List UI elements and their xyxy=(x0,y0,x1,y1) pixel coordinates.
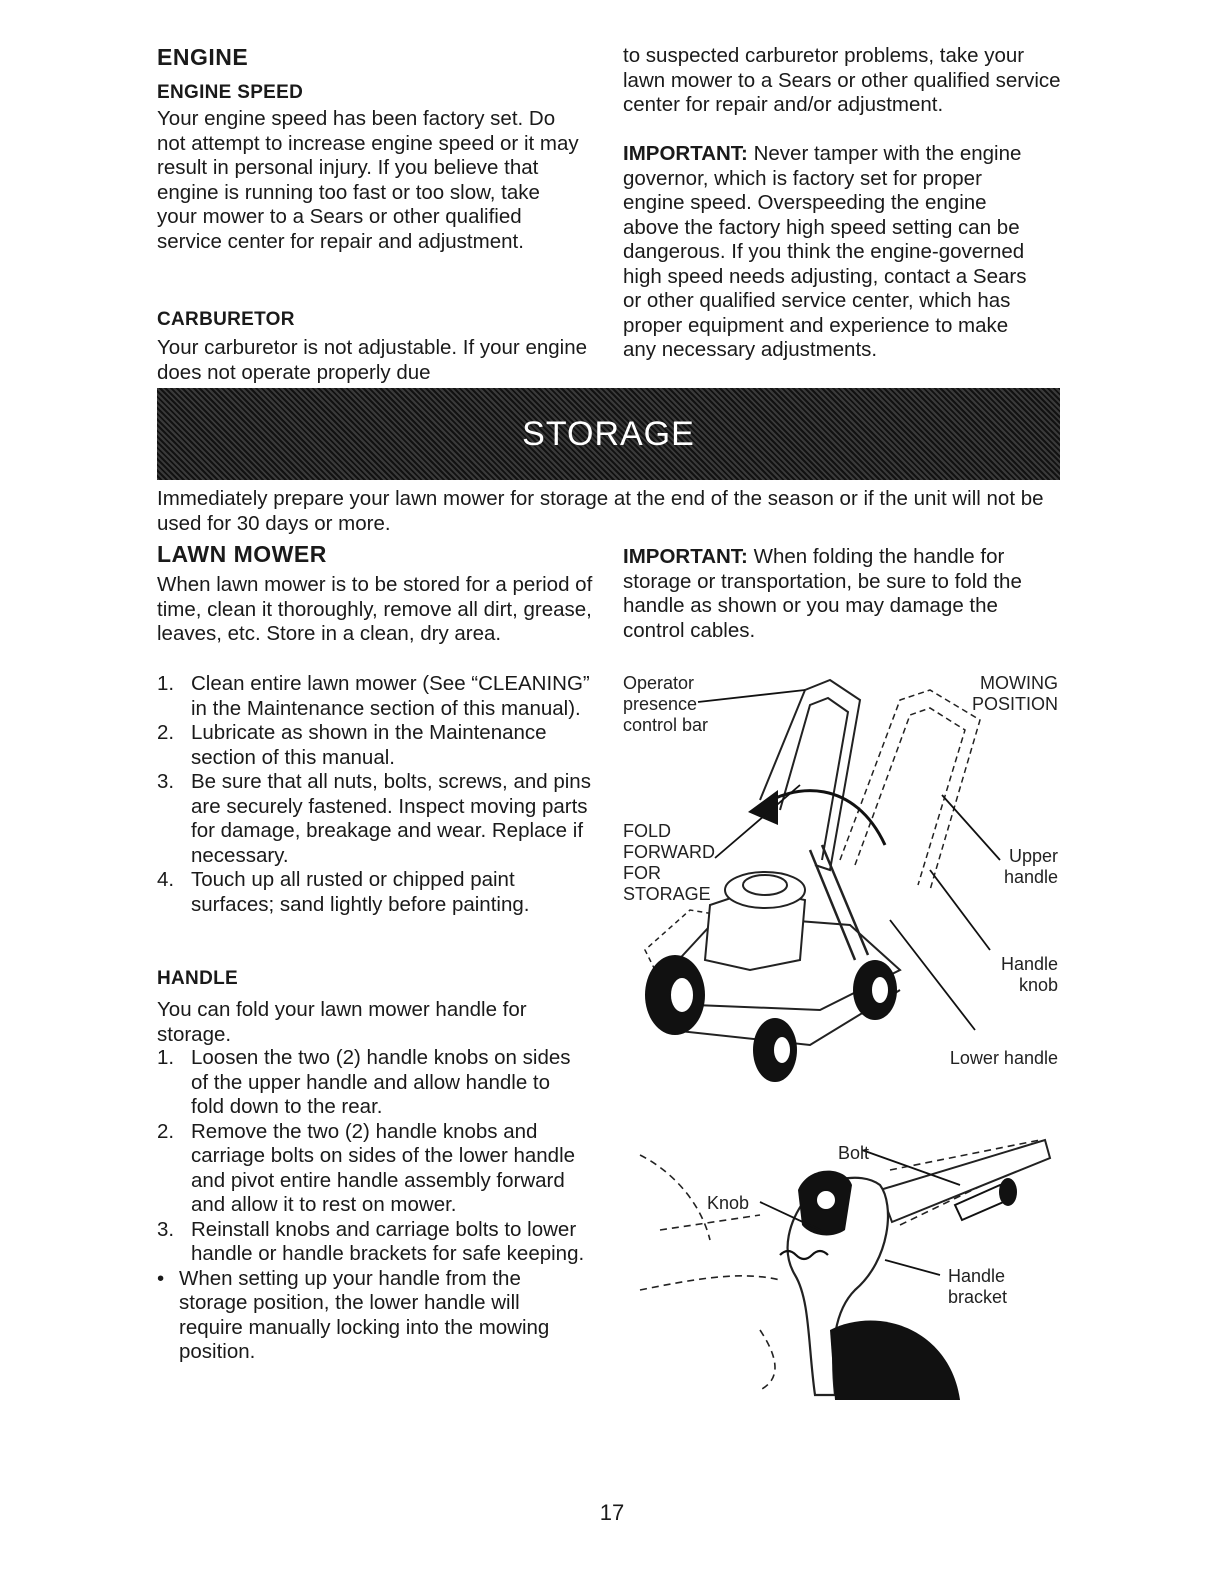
engine-important-text: Never tamper with the engine governor, which is factory set for proper engine speed. Overspeeding the engine above the factory high speed setting can be dangerous. If you think the engine-governed high speed needs adjusting, contact a Sears or other qualified service center, which has proper equipment and experience to make any necessary adjustments. xyxy=(623,142,1027,361)
storage-banner-title: STORAGE xyxy=(522,415,695,453)
carburetor-text-part1: Your carburetor is not adjustable. If your engine does not operate properly due xyxy=(157,336,588,384)
page-number: 17 xyxy=(599,1500,625,1525)
engine-speed-heading: ENGINE SPEED xyxy=(157,82,304,103)
label-line: Handle xyxy=(948,1266,1006,1286)
list-item xyxy=(157,1120,587,1218)
storage-important-label: IMPORTANT: xyxy=(623,545,748,568)
handle-bracket-diagram xyxy=(630,1130,1060,1400)
list-item xyxy=(157,770,597,868)
wheel-front-left xyxy=(645,955,705,1035)
carburetor-text-part2: to suspected carburetor problems, take your lawn mower to a Sears or other qualified service center for repair and/or adjustment. xyxy=(623,44,1061,116)
label-line: control bar xyxy=(623,715,709,735)
engine-heading: ENGINE xyxy=(157,44,249,70)
list-text: When setting up your handle from the storage position, the lower handle will require manually locking into the mowing position. xyxy=(179,1266,550,1363)
handle-text: You can fold your lawn mower handle for storage. xyxy=(157,998,527,1046)
storage-intro: Immediately prepare your lawn mower for storage at the end of the season or if the unit will not be used for 30 days or more. xyxy=(157,487,1044,535)
label-line: FOLD xyxy=(623,821,672,841)
wheel-partial xyxy=(830,1321,960,1400)
leader-lines xyxy=(698,690,1000,1030)
label-line: STORAGE xyxy=(623,884,711,904)
fold-forward-label xyxy=(623,821,715,905)
lawn-mower-text: When lawn mower is to be stored for a period of time, clean it thoroughly, remove all dirt, grease, leaves, etc. Store in a clean, dry area. xyxy=(157,573,593,645)
list-number: 2. xyxy=(157,1119,175,1143)
wheel-rear-left xyxy=(753,1018,797,1082)
list-item xyxy=(157,721,597,770)
label-line: bracket xyxy=(948,1287,1008,1307)
list-text: Clean entire lawn mower (See “CLEANING” in the Maintenance section of this manual). xyxy=(191,672,590,720)
handle-steps xyxy=(157,1046,587,1365)
label-line: FORWARD xyxy=(623,842,715,862)
carburetor-heading: CARBURETOR xyxy=(157,309,295,330)
lawn-mower-heading: LAWN MOWER xyxy=(157,541,327,567)
list-item xyxy=(157,1046,587,1120)
handle-bracket-label xyxy=(948,1266,1007,1308)
engine-important-label: IMPORTANT: xyxy=(623,142,748,165)
label-line: Operator xyxy=(623,673,695,693)
engine-important-note xyxy=(623,142,1043,363)
lower-handle-label: Lower handle xyxy=(949,1048,1058,1068)
list-item xyxy=(157,672,597,721)
label-line: POSITION xyxy=(971,694,1058,714)
lawn-mower-steps xyxy=(157,672,597,917)
list-text: Touch up all rusted or chipped paint surfaces; sand lightly before painting. xyxy=(191,868,530,916)
list-text: Lubricate as shown in the Maintenance section of this manual. xyxy=(191,721,547,769)
list-text: Loosen the two (2) handle knobs on sides of the upper handle and allow handle to fold down to the rear. xyxy=(191,1046,571,1118)
storage-important-text: When folding the handle for storage or transportation, be sure to fold the handle as shown or you may damage the control cables. xyxy=(623,545,1022,642)
handle-knob-label xyxy=(980,954,1058,996)
label-line: Upper xyxy=(1008,846,1058,866)
operator-presence-label xyxy=(623,673,708,736)
list-number: 2. xyxy=(157,721,175,744)
list-number: 3. xyxy=(157,770,175,793)
knob-label: Knob xyxy=(707,1193,750,1213)
wheel-front-right xyxy=(853,960,897,1020)
engine-speed-text: Your engine speed has been factory set. Do not attempt to increase engine speed or it may result in personal injury. If you believe that engine is running too fast or too slow, take your mower to a Sears or other qualified service center for repair and adjustment. xyxy=(157,107,579,253)
list-text: Be sure that all nuts, bolts, screws, and pins are securely fastened. Inspect moving parts for damage, breakage and wear. Replace if necessary. xyxy=(191,770,591,867)
carburetor-text-continued xyxy=(623,44,1063,118)
label-line: FOR xyxy=(623,863,661,883)
list-item xyxy=(157,868,597,917)
carburetor-text xyxy=(157,336,597,385)
list-text: Remove the two (2) handle knobs and carriage bolts on sides of the lower handle and pivot entire handle assembly forward and allow it to rest on mower. xyxy=(191,1119,576,1216)
label-line: MOWING xyxy=(980,673,1058,693)
list-text: Reinstall knobs and carriage bolts to lower handle or handle brackets for safe keeping. xyxy=(191,1217,585,1265)
upper-handle-label xyxy=(980,846,1058,888)
label-line: presence xyxy=(623,694,698,714)
label-line: knob xyxy=(1018,975,1058,995)
list-number: 3. xyxy=(157,1217,175,1241)
list-item xyxy=(157,1267,587,1365)
list-item xyxy=(157,1218,587,1267)
list-number: 1. xyxy=(157,672,175,695)
label-line: handle xyxy=(1003,867,1058,887)
list-bullet: • xyxy=(157,1266,165,1290)
list-number: 4. xyxy=(157,868,175,891)
handle-heading: HANDLE xyxy=(157,968,238,989)
mowing-position-label xyxy=(940,673,1058,715)
bolt-label: Bolt xyxy=(838,1143,870,1163)
label-line: Handle xyxy=(1000,954,1058,974)
list-number: 1. xyxy=(157,1046,175,1069)
storage-important-note xyxy=(623,545,1043,643)
storage-banner xyxy=(157,388,1060,480)
